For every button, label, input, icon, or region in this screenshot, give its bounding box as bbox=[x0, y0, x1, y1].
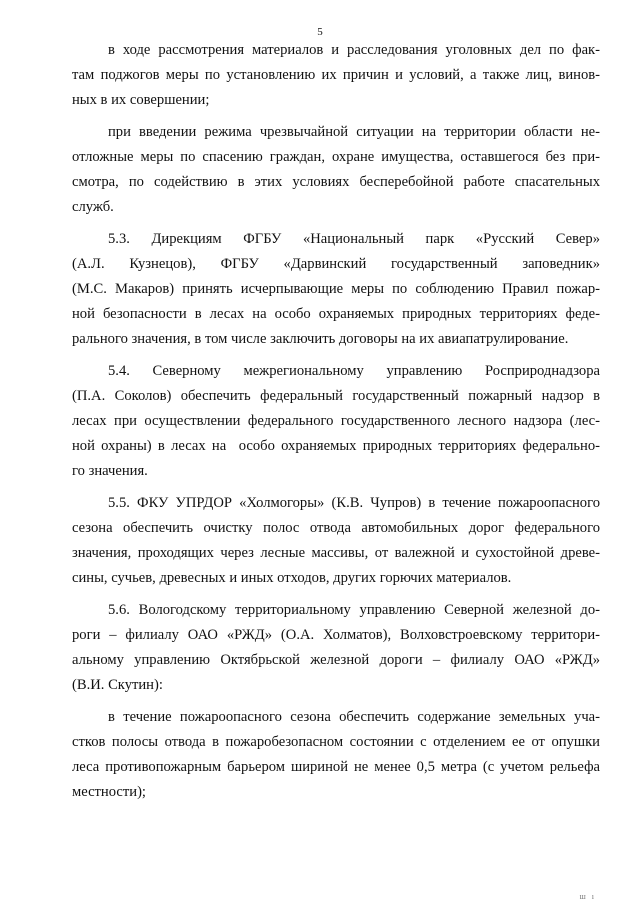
page-number: 5 bbox=[317, 26, 323, 38]
text-line: (М.С. Макаров) принять исчерпывающие меры по соблюдению Правил пожар- bbox=[72, 281, 600, 297]
text-line: рального значения, в том числе заключить договоры на их авиапатрулирование. bbox=[72, 331, 569, 347]
text-line: ных в их совершении; bbox=[72, 92, 210, 108]
paragraph-5-5 bbox=[72, 491, 600, 591]
text-line: ной безопасности в лесах на особо охраняемых природных территориях феде- bbox=[72, 306, 600, 322]
text-line: лесах при осуществлении федерального государственного лесного надзора (лес- bbox=[72, 413, 600, 429]
text-line: ной охраны) в лесах на особо охраняемых природных территориях федерально- bbox=[72, 438, 600, 454]
text-line: в ходе рассмотрения материалов и расследования уголовных дел по фак- bbox=[108, 42, 600, 58]
paragraph-1 bbox=[72, 38, 600, 113]
text-line: (А.Л. Кузнецов), ФГБУ «Дарвинский государственный заповедник» bbox=[72, 256, 600, 272]
text-line: роги – филиалу ОАО «РЖД» (О.А. Холматов), Волховстроевскому территори- bbox=[72, 627, 600, 643]
text-line: там поджогов меры по установлению их причин и условий, а также лиц, винов- bbox=[72, 67, 600, 83]
text-line: сины, сучьев, древесных и иных отходов, других горючих материалов. bbox=[72, 570, 512, 586]
text-line: го значения. bbox=[72, 463, 148, 479]
text-line: (В.И. Скутин): bbox=[72, 677, 163, 693]
text-line: альному управлению Октябрьской железной дороги – филиалу ОАО «РЖД» bbox=[72, 652, 600, 668]
text-line: леса противопожарным барьером шириной не менее 0,5 метра (с учетом рельефа bbox=[72, 759, 600, 775]
paragraph-5-3 bbox=[72, 227, 600, 352]
text-line: в течение пожароопасного сезона обеспечить содержание земельных уча- bbox=[108, 709, 600, 725]
text-line: 5.6. Вологодскому территориальному управлению Северной железной до- bbox=[108, 602, 600, 618]
footer-mark: ш ı bbox=[579, 892, 596, 901]
text-line: смотра, по содействию в этих условиях бесперебойной работе спасательных bbox=[72, 174, 600, 190]
text-line: стков полосы отвода в пожаробезопасном состоянии с отделением ее от опушки bbox=[72, 734, 600, 750]
text-line: сезона обеспечить очистку полос отвода автомобильных дорог федерального bbox=[72, 520, 600, 536]
paragraph-5-6 bbox=[72, 598, 600, 698]
paragraph-7 bbox=[72, 705, 600, 805]
text-line: 5.5. ФКУ УПРДОР «Холмогоры» (К.В. Чупров) в течение пожароопасного bbox=[108, 495, 600, 511]
text-line: местности); bbox=[72, 784, 146, 800]
text-line: при введении режима чрезвычайной ситуации на территории области не- bbox=[108, 124, 600, 140]
text-line: 5.3. Дирекциям ФГБУ «Национальный парк «Русский Север» bbox=[108, 231, 600, 247]
text-line: (П.А. Соколов) обеспечить федеральный государственный пожарный надзор в bbox=[72, 388, 600, 404]
paragraph-2 bbox=[72, 120, 600, 220]
text-line: 5.4. Северному межрегиональному управлению Росприроднадзора bbox=[108, 363, 600, 379]
text-line: отложные меры по спасению граждан, охране имущества, оставшегося без при- bbox=[72, 149, 600, 165]
paragraph-5-4 bbox=[72, 359, 600, 484]
text-line: значения, проходящих через лесные массивы, от валежной и сухостойной древе- bbox=[72, 545, 600, 561]
document-body bbox=[72, 38, 600, 805]
text-line: служб. bbox=[72, 199, 114, 215]
